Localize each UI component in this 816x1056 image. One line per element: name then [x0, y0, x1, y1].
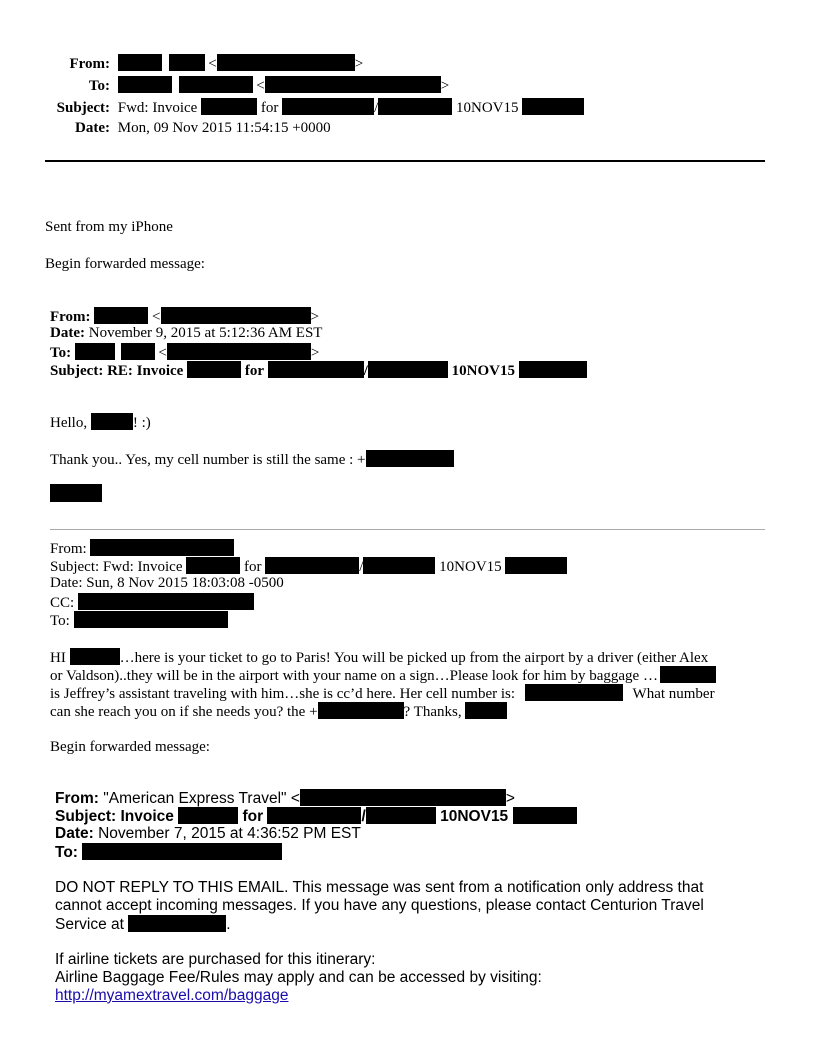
- header-subject-line: Subject: Fwd: Invoice for / 10NOV15: [0, 98, 584, 117]
- redaction: [75, 343, 115, 360]
- header-date-label: Date:: [75, 120, 110, 136]
- redaction: [660, 666, 716, 683]
- redaction: [82, 843, 282, 860]
- redaction: [366, 450, 454, 467]
- amex-date-value: November 7, 2015 at 4:36:52 PM EST: [98, 825, 361, 842]
- redaction: [178, 807, 238, 824]
- fwd1-to-line: To: < >: [50, 345, 320, 361]
- begin-forwarded-2: Begin forwarded message:: [50, 739, 210, 755]
- redaction: [368, 361, 448, 378]
- redaction: [267, 807, 361, 824]
- fwd2-from-label: From:: [50, 541, 87, 557]
- redaction: [74, 611, 228, 628]
- redaction: [265, 557, 359, 574]
- fwd1-signature: [50, 484, 102, 504]
- redaction: [118, 54, 162, 71]
- fwd2-body-line-3: is Jeffrey’s assistant traveling with him…she is cc’d here. Her cell number is: What number: [50, 686, 715, 702]
- amex-airline-line-2: Airline Baggage Fee/Rules may apply and can be accessed by visiting:: [55, 969, 542, 986]
- redaction: [513, 807, 577, 824]
- fwd1-subject-line: Subject: RE: Invoice for / 10NOV15: [50, 361, 587, 380]
- redaction: [525, 684, 623, 701]
- redaction: [70, 648, 120, 665]
- redaction: [366, 807, 436, 824]
- fwd1-to-label: To:: [50, 345, 72, 361]
- header-divider: [45, 160, 765, 162]
- fwd1-date-value: November 9, 2015 at 5:12:36 AM EST: [88, 325, 323, 341]
- fwd2-to-line: [50, 611, 228, 630]
- redaction: [50, 484, 102, 502]
- amex-from-name: "American Express Travel": [103, 790, 287, 807]
- fwd1-date-label: Date:: [50, 325, 85, 341]
- redaction: [161, 307, 311, 324]
- redaction: [217, 54, 355, 71]
- redaction: [268, 361, 364, 378]
- amex-date-line: [55, 825, 361, 843]
- fwd1-from-line: From: < >: [50, 309, 319, 325]
- redaction: [363, 557, 435, 574]
- redaction: [186, 557, 240, 574]
- amex-from-line: From: "American Express Travel" < >: [55, 790, 515, 807]
- header-date-line: [0, 120, 331, 137]
- fwd2-from-line: [50, 539, 234, 558]
- header-to-line: To: < >: [0, 76, 449, 95]
- redaction: [519, 361, 587, 378]
- redaction: [121, 343, 155, 360]
- redaction: [522, 98, 584, 115]
- redaction: [465, 702, 507, 719]
- fwd2-subject-label: Subject:: [50, 559, 100, 575]
- amex-to-line: [55, 843, 282, 862]
- amex-notice-line-3: Service at .: [55, 916, 231, 933]
- redaction: [169, 54, 205, 71]
- fwd2-body-line-4: can she reach you on if she needs you? the + ? Thanks,: [50, 702, 507, 721]
- begin-forwarded-1: Begin forwarded message:: [45, 256, 205, 272]
- redaction: [94, 307, 148, 324]
- amex-subject-label: Subject: Invoice: [55, 808, 174, 825]
- amex-notice-line-1: DO NOT REPLY TO THIS EMAIL. This message was sent from a notification only address that: [55, 879, 704, 896]
- message-divider: [50, 529, 765, 530]
- redaction: [187, 361, 241, 378]
- fwd1-thank-you: Thank you.. Yes, my cell number is still the same : +: [50, 450, 454, 469]
- header-to-label: To:: [88, 78, 110, 94]
- amex-subject-line: Subject: Invoice for / 10NOV15: [55, 807, 577, 826]
- redaction: [282, 98, 374, 115]
- amex-to-label: To:: [55, 844, 78, 861]
- header-date-value: Mon, 09 Nov 2015 11:54:15 +0000: [117, 120, 331, 136]
- sent-from-iphone: Sent from my iPhone: [45, 219, 173, 235]
- redaction: [265, 76, 441, 93]
- fwd2-to-label: To:: [50, 613, 70, 629]
- redaction: [91, 413, 133, 430]
- redaction: [300, 789, 506, 806]
- redaction: [90, 539, 234, 556]
- redaction: [78, 593, 254, 610]
- fwd1-hello: Hello, ! :): [50, 415, 151, 431]
- fwd2-date-line: Date: Sun, 8 Nov 2015 18:03:08 -0500: [50, 575, 284, 591]
- redaction: [128, 915, 226, 932]
- amex-notice-line-2: cannot accept incoming messages. If you have any questions, please contact Centurion Travel: [55, 897, 704, 914]
- redaction: [505, 557, 567, 574]
- redaction: [167, 343, 311, 360]
- header-from-line: From: < >: [0, 54, 363, 73]
- amex-date-label: Date:: [55, 825, 94, 842]
- header-subject-text: Fwd: Invoice: [117, 100, 198, 116]
- redaction: [179, 76, 253, 93]
- fwd1-subject-label: Subject:: [50, 363, 104, 379]
- fwd2-cc-label: CC:: [50, 595, 75, 611]
- amex-airline-line-1: If airline tickets are purchased for this itinerary:: [55, 951, 376, 968]
- baggage-link[interactable]: http://myamextravel.com/baggage: [55, 987, 289, 1004]
- fwd1-subject-text: RE: Invoice: [107, 363, 184, 379]
- redaction: [201, 98, 257, 115]
- amex-baggage-link-line: [55, 987, 288, 1005]
- header-subject-label: Subject:: [56, 100, 110, 116]
- fwd2-body-line-1: HI …here is your ticket to go to Paris! You will be picked up from the airport by a driver (either Alex: [50, 650, 709, 666]
- fwd2-body-line-2: or Valdson)..they will be in the airport with your name on a sign…Please look for him by baggage …: [50, 666, 716, 685]
- fwd1-from-label: From:: [50, 309, 91, 325]
- redaction: [318, 702, 404, 719]
- redaction: [118, 76, 172, 93]
- fwd1-date-line: [50, 325, 322, 342]
- fwd2-cc-line: [50, 593, 254, 612]
- redaction: [378, 98, 452, 115]
- fwd2-subject-line: Subject: Fwd: Invoice for / 10NOV15: [50, 557, 567, 576]
- amex-from-label: From:: [55, 790, 99, 807]
- header-from-label: From:: [69, 56, 110, 72]
